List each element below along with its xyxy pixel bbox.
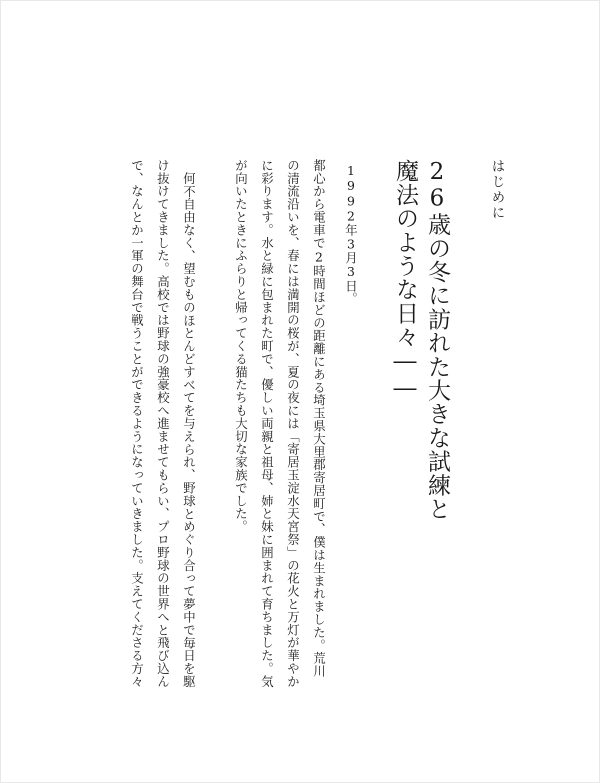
- chapter-title-line-1: 26歳の冬に訪れた大きな試練と: [424, 159, 450, 521]
- paragraph-2-line-2: け抜けてきました。高校では野球の強豪校へ進ませてもらい、プロ野球の世界へと飛び込ん: [155, 159, 171, 688]
- paragraph-2-line-1: 何不自由なく、望むものほとんどすべてを与えられ、野球とめぐり合って夢中で毎日を駆: [181, 172, 197, 688]
- paragraph-1-line-1: 都心から電車で2時間ほどの距離にある埼玉県大里郡寄居町で、僕は生まれました。荒川: [311, 159, 327, 678]
- paragraph-1-line-4: が向いたときにふらりと帰ってくる猫たちも大切な家族でした。: [233, 159, 249, 534]
- date-line: 1992年3月3日。: [343, 163, 359, 305]
- paragraph-1-line-3: に彩ります。水と緑に包まれた町で、優しい両親と祖母、姉と妹に囲まれて育ちました。気: [259, 159, 275, 688]
- chapter-title-line-2: 魔法のような日々――: [392, 159, 418, 402]
- section-label: はじめに: [488, 159, 505, 221]
- paragraph-1-line-2: の清流沿いを、春には満開の桜が、夏の夜には「寄居玉淀水天宮祭」の花火と万灯が華やか: [285, 159, 301, 688]
- paragraph-2-line-3: で、なんとか一軍の舞台で戦うことができるようになっていきました。支えてくださる方々: [129, 159, 145, 688]
